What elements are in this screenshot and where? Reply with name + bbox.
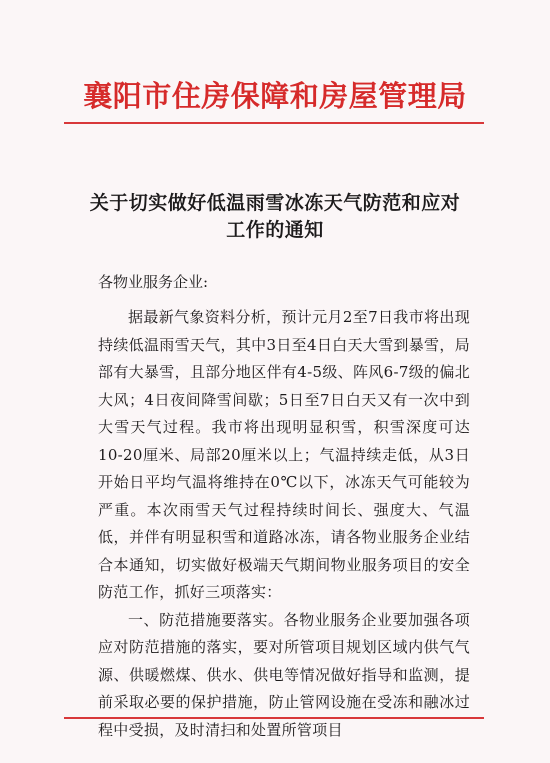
notice-title-line-1: 关于切实做好低温雨雪冰冻天气防范和应对 [89,192,461,214]
letterhead-red-rule [64,122,484,124]
org-letterhead: 襄阳市住房保障和房屋管理局 [83,79,467,113]
body-paragraph-1: 据最新气象资料分析，预计元月2至7日我市将出现持续低温雨雪天气，其中3日至4日白天大雪到暴雪，局部有大暴雪，且部分地区伴有4-5级、阵风6-7级的偏北大风；4日夜间降雪间歇；5日至7日白天又有一次中到大雪天气过程。我市将出现明显积雪，积雪深度可达10-20厘米、局部20厘米以上；气温持续走低，从3日开始日平均气温将维持在0℃以下，冰冻天气可能较为严重。本次雨雪天气过程持续时间长、强度大、气温低，并伴有明显积雪和道路冰冻，请各物业服务企业结合本通知，切实做好极端天气期间物业服务项目的安全防范工作，抓好三项落实： [98,308,470,601]
notice-body [98,304,470,744]
notice-title [0,190,550,244]
footer-red-rule [64,717,484,719]
notice-title-line-2: 工作的通知 [226,219,324,241]
body-paragraph-2: 一、防范措施要落实。各物业服务企业要加强各项应对防范措施的落实，要对所管项目规划区域内供气气源、供暖燃煤、供水、供电等情况做好指导和监测，提前采取必要的保护措施，防止管网设施在受冻和融冰过程中受损，及时清扫和处置所管项目 [98,610,470,739]
addressee: 各物业服务企业: [98,273,209,291]
